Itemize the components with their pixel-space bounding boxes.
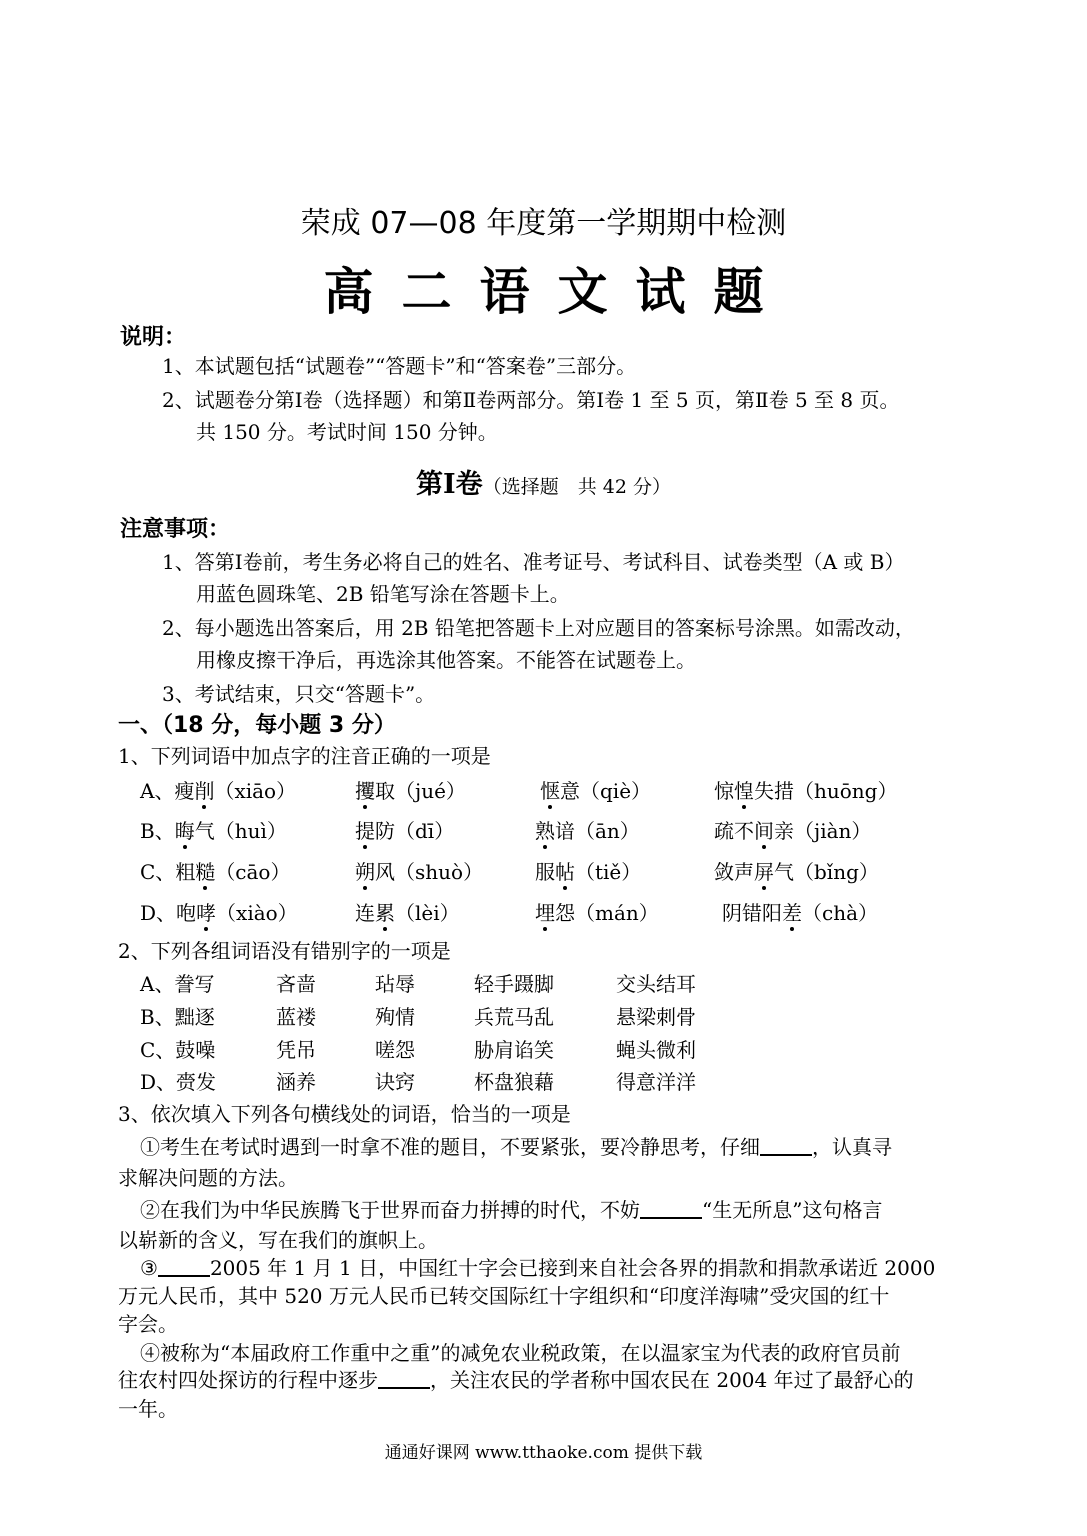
sentence-text: “生无所息”这句格言 [702,1198,883,1222]
q3-sentence-1 [140,1131,892,1160]
fill-blank [640,1197,702,1219]
attention-line-2: 用蓝色圆珠笔、2B 铅笔写涂在答题卡上。 [196,582,570,606]
word-part: 气（bǐng） [774,860,879,884]
fill-blank [760,1134,812,1156]
section-title [0,462,1087,501]
q2-option-d-1: D、赍发 [140,1070,217,1094]
attention-heading: 注意事项： [120,517,231,542]
word-part: 连 [355,901,375,925]
q3-sentence-2-cont: 以崭新的含义，写在我们的旗帜上。 [118,1228,438,1252]
exam-header-title: 荣成 07—08 年度第一学期期中检测 [300,206,787,241]
q2-option-a-2: 吝啬 [276,972,316,996]
word-part: 失措（huōng） [754,779,898,803]
q2-option-d-3: 诀窍 [375,1070,415,1094]
word-part: 瘦 [174,779,195,803]
word-part: （cāo） [215,860,291,884]
q2-option-a-3: 玷辱 [375,972,415,996]
q1-c-word-4 [714,856,879,885]
dotted-char: 屏 [754,860,774,884]
attention-line-4: 用橡皮擦干净后，再选涂其他答案。不能答在试题卷上。 [196,648,696,672]
q1-b-word-3 [535,815,640,844]
dotted-char: 差 [782,901,802,925]
q2-option-b-3: 殉情 [375,1005,415,1029]
q1-c-word-3 [535,856,641,885]
q1-option-b [140,815,287,844]
section-title-sub: （选择题 共 42 分） [482,476,671,498]
q1-option-d [140,897,298,926]
dotted-char: 糙 [195,860,216,884]
notes-heading: 说明： [120,325,187,350]
fill-blank [158,1255,210,1277]
word-part: 惊 [714,779,734,803]
word-part: 防（dī） [375,819,455,843]
dotted-char: 提 [355,819,375,843]
q1-option-a [140,775,296,804]
q1-a-word-4 [714,775,898,804]
dotted-char: 惬 [540,779,560,803]
q2-option-b-4: 兵荒马乱 [474,1005,554,1029]
q2-stem: 2、下列各组词语没有错别字的一项是 [118,939,451,963]
word-part: 服 [535,860,555,884]
word-part: 亲（jiàn） [774,819,872,843]
q2-option-c-4: 胁肩谄笑 [474,1038,554,1062]
sentence-text: ，关注农民的学者称中国农民在 2004 年过了最舒心的 [430,1368,914,1392]
q3-stem: 3、依次填入下列各句横线处的词语，恰当的一项是 [118,1102,571,1126]
q3-sentence-4-end: 一年。 [118,1397,178,1421]
dotted-char: 晦 [174,819,195,843]
fill-blank [378,1367,430,1389]
q2-option-c-3: 嗟怨 [375,1038,415,1062]
q1-d-word-4 [722,897,878,926]
q2-option-a-4: 轻手蹑脚 [474,972,554,996]
q2-option-c-5: 蝇头微利 [616,1038,696,1062]
q3-sentence-3-end: 字会。 [118,1312,178,1336]
word-part: 疏不 [714,819,754,843]
q1-d-word-3 [535,897,659,926]
word-part: 谙（ān） [555,819,640,843]
q2-option-b-2: 蓝褛 [276,1005,316,1029]
sentence-text: ③ [140,1256,158,1280]
dotted-char: 哮 [196,901,217,925]
q2-option-c-1: C、鼓噪 [140,1038,216,1062]
q2-option-d-2: 涵养 [276,1070,316,1094]
attention-line-3: 2、每小题选出答案后，用 2B 铅笔把答题卡上对应题目的答案标号涂黑。如需改动， [162,616,915,640]
word-part: 气（huì） [194,819,287,843]
sentence-text: ①考生在考试时遇到一时拿不准的题目，不要紧张，要冷静思考，仔细 [140,1135,760,1159]
q2-option-a-5: 交头结耳 [616,972,696,996]
q2-option-d-5: 得意洋洋 [616,1070,696,1094]
sentence-text: ，认真寻 [812,1135,892,1159]
option-label: B、 [140,819,175,843]
word-part: 风（shuò） [375,860,484,884]
q1-a-word-2 [355,775,466,804]
q3-sentence-4-cont [118,1364,914,1393]
word-part: 阴错阳 [722,901,782,925]
part1-heading: 一、（18 分，每小题 3 分） [118,713,396,738]
q1-a-word-3 [540,775,651,804]
page-footer: 通通好课网 www.tthaoke.com 提供下载 [384,1443,703,1463]
q2-option-a-1: A、誊写 [140,972,215,996]
dotted-char: 熟 [535,819,555,843]
exam-subject-title: 高二语文试题 [323,263,792,321]
q3-sentence-3-cont: 万元人民币，其中 520 万元人民币已转交国际红十字组织和“印度洋海啸”受灾国的红十 [118,1284,890,1308]
notes-line-2: 2、试题卷分第Ⅰ卷（选择题）和第Ⅱ卷两部分。第Ⅰ卷 1 至 5 页，第Ⅱ卷 5 至 8 页。 [162,388,900,412]
dotted-char: 累 [375,901,395,925]
word-part: 粗 [175,860,196,884]
word-part: （tiě） [575,860,642,884]
word-part: 意（qiè） [560,779,652,803]
q1-option-c [140,856,290,885]
word-part: （xiāo） [214,779,297,803]
q1-d-word-2 [355,897,460,926]
q2-option-b-1: B、黜逐 [140,1005,215,1029]
sentence-text: 2005 年 1 月 1 日，中国红十字会已接到来自社会各界的捐款和捐款承诺近 2000 [209,1256,936,1280]
option-label: D、 [140,901,177,925]
word-part: （lèi） [395,901,460,925]
dotted-char: 惶 [734,779,754,803]
sentence-text: 往农村四处探访的行程中逐步 [118,1368,378,1392]
word-part: 怨（mán） [555,901,659,925]
word-part: 敛声 [714,860,754,884]
section-title-main: 第Ⅰ卷 [416,469,483,500]
attention-line-5: 3、考试结束，只交“答题卡”。 [162,682,436,706]
dotted-char: 帖 [555,860,575,884]
word-part: 咆 [176,901,197,925]
q3-sentence-1-cont: 求解决问题的方法。 [118,1166,298,1190]
notes-line-1: 1、本试题包括“试题卷”“答题卡”和“答案卷”三部分。 [162,354,637,378]
word-part: 取（jué） [375,779,466,803]
dotted-char: 攫 [355,779,375,803]
q3-sentence-2 [140,1194,882,1223]
option-label: A、 [140,779,175,803]
q2-option-d-4: 杯盘狼藉 [474,1070,554,1094]
q2-option-b-5: 悬梁刺骨 [616,1005,696,1029]
q1-b-word-2 [355,815,454,844]
q1-stem: 1、下列词语中加点字的注音正确的一项是 [118,744,491,768]
q3-sentence-4: ④被称为“本届政府工作重中之重”的减免农业税政策，在以温家宝为代表的政府官员前 [140,1341,901,1365]
dotted-char: 削 [194,779,215,803]
q3-sentence-3 [140,1252,935,1281]
word-part: （chà） [802,901,879,925]
word-part: （xiào） [216,901,298,925]
q2-option-c-2: 凭吊 [276,1038,316,1062]
dotted-char: 间 [754,819,774,843]
q1-b-word-4 [714,815,871,844]
dotted-char: 埋 [535,901,555,925]
attention-line-1: 1、答第Ⅰ卷前，考生务必将自己的姓名、准考证号、考试科目、试卷类型（A 或 B） [162,550,905,574]
q1-c-word-2 [355,856,483,885]
dotted-char: 朔 [355,860,375,884]
sentence-text: ②在我们为中华民族腾飞于世界而奋力拼搏的时代，不妨 [140,1198,640,1222]
option-label: C、 [140,860,176,884]
notes-line-3: 共 150 分。考试时间 150 分钟。 [196,420,498,444]
